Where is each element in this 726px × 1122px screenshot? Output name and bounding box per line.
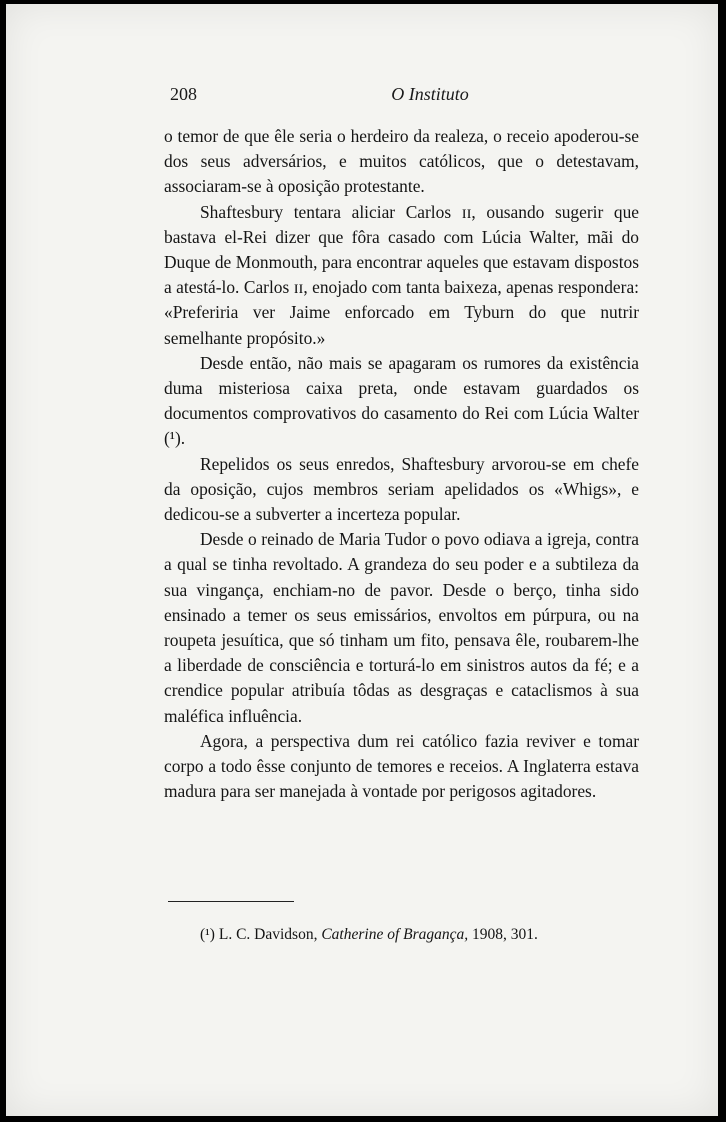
- paragraph: o temor de que êle seria o herdeiro da realeza, o receio apoderou-se dos seus adversários, e muitos católicos, que o detestavam, associaram-se à oposição protestante.: [164, 126, 639, 197]
- footnote-separator: [168, 901, 294, 902]
- body-text: [164, 124, 639, 804]
- page-number: 208: [170, 84, 197, 104]
- footnote-book-title: Catherine of Bragança,: [321, 926, 469, 943]
- paragraph: Agora, a perspectiva dum rei católico fazia reviver e tomar corpo a todo êsse conjunto de temores e receios. A Inglaterra estava madura para ser manejada à vontade por perigosos agitadores.: [164, 730, 639, 802]
- paragraph: Desde o reinado de Maria Tudor o povo odiava a igreja, contra a qual se tinha revoltado. A grandeza do seu poder e a subtileza da sua vingança, enchiam-no de pavor. Desde o berço, tinha sido ensinado a temer os seus emissários, envoltos em púrpura, ou na roupeta jesuítica, que só tinham um fito, pensava êle, roubarem-lhe a liberdade de consciência e torturá-lo em sinistros autos da fé; e a crendice popular atribuía tôdas as desgraças e cataclismos à sua maléfica influência.: [164, 529, 639, 726]
- footnote-author: L. C. Davidson,: [218, 926, 318, 943]
- footnote-marker: (¹): [200, 926, 215, 943]
- running-title: O Instituto: [391, 84, 469, 104]
- page-header: [166, 84, 646, 108]
- footnote-details: 1908, 301.: [472, 926, 538, 943]
- paragraph: Repelidos os seus enredos, Shaftesbury arvorou-se em chefe da oposição, cujos membros seriam apelidados os «Whigs», e dedicou-se a subverter a incerteza popular.: [164, 453, 639, 525]
- footnote: [200, 926, 620, 944]
- paragraph: Desde então, não mais se apagaram os rumores da existência duma misteriosa caixa preta, onde estavam guardados os documentos comprovativos do casamento do Rei com Lúcia Walter (¹).: [164, 352, 639, 449]
- paragraph: Shaftesbury tentara aliciar Carlos ɪɪ, ousando sugerir que bastava el-Rei dizer que fôra casado com Lúcia Walter, mãi do Duque de Monmouth, para encontrar aqueles que estavam dispostos a atestá-lo. Carlos ɪɪ, enojado com tanta baixeza, apenas respondera: «Preferiria ver Jaime enforcado em Tyburn do que nutrir semelhante propósito.»: [164, 201, 639, 348]
